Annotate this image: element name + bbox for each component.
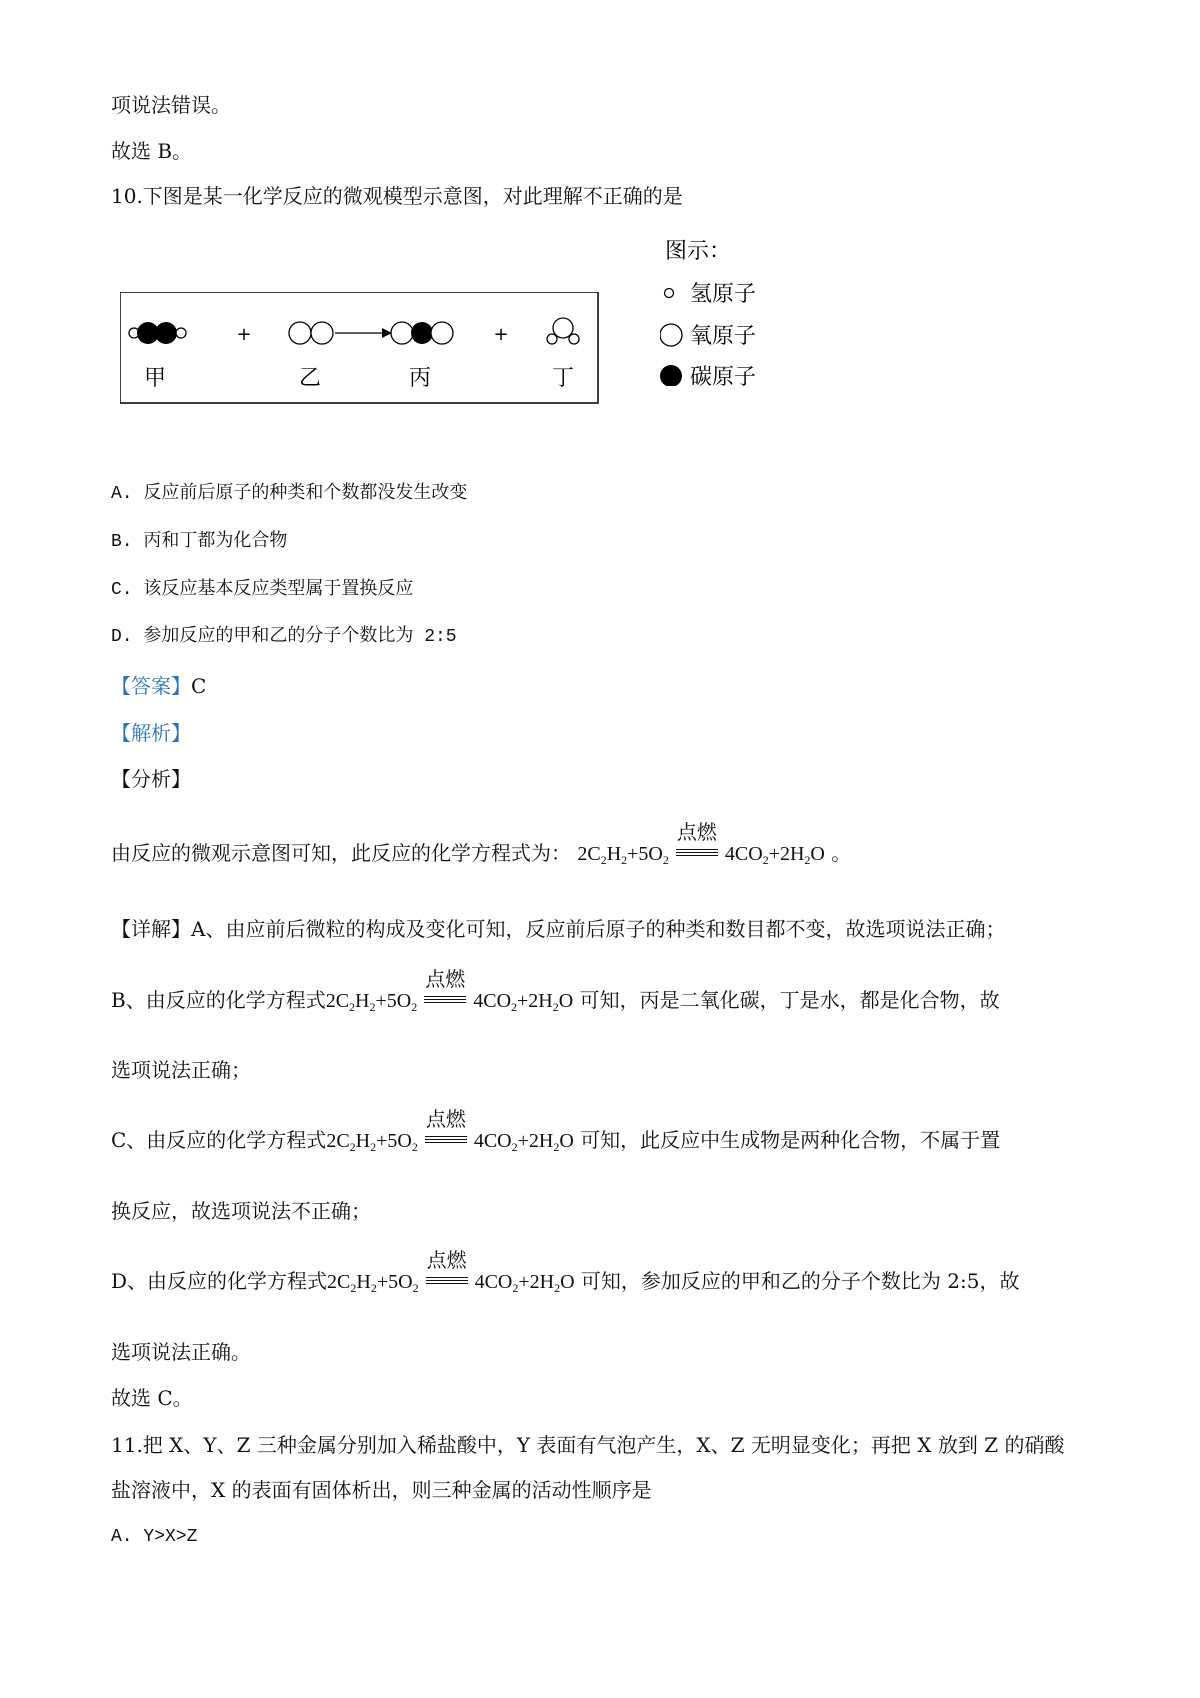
eq-part: +5O: [376, 1271, 413, 1293]
eq-sub: 2: [511, 1140, 518, 1154]
eq-sub: 2: [369, 1000, 376, 1014]
detail-b: [111, 969, 1000, 1020]
diagram-legend: [660, 236, 770, 386]
question-11: 11.把 X、Y、Z 三种金属分别加入稀盐酸中，Y 表面有气泡产生，X、Z 无明显变化；再把 X 放到 Z 的硝酸: [111, 1433, 1065, 1457]
reaction-condition-arrow: [674, 822, 720, 862]
answer-value: C: [191, 674, 207, 698]
reaction-diagram: [120, 292, 610, 422]
fenxi-tag: 【分析】: [111, 767, 191, 791]
eq-sub: 2: [411, 1000, 418, 1014]
chemical-equation: [325, 969, 574, 1020]
option-b: B. 丙和丁都为化合物: [111, 532, 288, 552]
eq-part: +5O: [375, 990, 412, 1012]
plus-sign: +: [493, 324, 509, 345]
eq-part: +5O: [627, 843, 663, 865]
detail-c-pre: C、由反应的化学方程式: [111, 1128, 327, 1152]
eq-part: O: [559, 1130, 574, 1152]
eq-part: 4CO: [473, 990, 512, 1012]
question-11-cont: 盐溶液中，X 的表面有固体析出，则三种金属的活动性顺序是: [111, 1478, 652, 1502]
jiexi-tag: 【解析】: [111, 721, 191, 745]
eq-part: +5O: [376, 1130, 412, 1152]
final-answer: 故选 C。: [111, 1386, 193, 1410]
detail-d-pre: D、由反应的化学方程式: [111, 1269, 328, 1293]
eq-sub: 2: [370, 1281, 377, 1295]
eq-sub: 2: [350, 1281, 357, 1295]
question-11-option-a: A. Y>X>Z: [111, 1527, 198, 1547]
oxygen-atom-icon: [660, 324, 682, 346]
equation-intro-line: [111, 822, 852, 873]
eq-sub: 2: [512, 1281, 519, 1295]
legend-oxygen: 氧原子: [690, 324, 757, 349]
eq-part: 4CO: [473, 1130, 512, 1152]
text-line: 项说法错误。: [111, 93, 231, 117]
detail-b-post: 可知，丙是二氧化碳，丁是水，都是化合物，故: [579, 988, 1000, 1012]
detail-d-post: 可知，参加反应的甲和乙的分子个数比为 2:5，故: [580, 1269, 1020, 1293]
eq-sub: 2: [511, 1000, 518, 1014]
eq-sub: 2: [349, 1140, 356, 1154]
eq-part: 2C: [577, 843, 601, 865]
eq-part: 4CO: [724, 843, 763, 865]
eq-part: 2C: [325, 990, 350, 1012]
chemical-equation: [577, 822, 825, 873]
reaction-condition: 点燃: [426, 1250, 467, 1272]
hydrogen-atom-icon: [665, 289, 674, 298]
label-yi: 乙: [298, 366, 322, 391]
question-10: 10.下图是某一化学反应的微观模型示意图，对此理解不正确的是: [111, 184, 683, 208]
eq-sub: 2: [554, 1281, 561, 1295]
option-d: D. 参加反应的甲和乙的分子个数比为 2:5: [111, 627, 457, 647]
eq-sub: 2: [552, 1000, 559, 1014]
option-a: A. 反应前后原子的种类和个数都没发生改变: [111, 484, 468, 504]
eq-part: +2H: [518, 1271, 555, 1293]
eq-part: O: [558, 990, 574, 1012]
eq-part: O: [810, 843, 825, 865]
detail-a: 【详解】A、由应前后微粒的构成及变化可知，反应前后原子的种类和数目都不变，故选项说法正确；: [111, 917, 1006, 941]
detail-d-cont: 选项说法正确。: [111, 1340, 251, 1364]
label-ding: 丁: [551, 366, 575, 391]
eq-part: H: [356, 1271, 371, 1293]
diagram-frame: [120, 292, 598, 403]
eq-part: 2C: [326, 1130, 350, 1152]
detail-b-pre: B、由反应的化学方程式: [111, 988, 326, 1012]
option-c: C. 该反应基本反应类型属于置换反应: [111, 580, 414, 600]
detail-c-post: 可知，此反应中生成物是两种化合物，不属于置: [580, 1128, 1001, 1152]
reaction-condition-arrow: [422, 969, 468, 1009]
chemical-equation: [327, 1250, 575, 1301]
eq-sub: 2: [370, 1140, 377, 1154]
reaction-condition: 点燃: [676, 822, 717, 844]
legend-hydrogen: 氢原子: [690, 282, 757, 307]
equation-intro: 由反应的微观示意图可知，此反应的化学方程式为：: [111, 841, 571, 865]
plus-sign: +: [236, 324, 252, 345]
eq-sub: 2: [349, 1000, 356, 1014]
eq-sub: 2: [621, 853, 628, 867]
reaction-condition: 点燃: [425, 969, 466, 991]
detail-d: [111, 1250, 1020, 1301]
eq-part: H: [606, 843, 622, 865]
eq-part: 2C: [327, 1271, 351, 1293]
eq-part: +2H: [768, 843, 805, 865]
eq-sub: 2: [412, 1281, 419, 1295]
eq-sub: 2: [762, 853, 769, 867]
eq-part: H: [355, 990, 370, 1012]
label-jia: 甲: [143, 366, 167, 391]
eq-part: O: [560, 1271, 575, 1293]
molecule-bing: [391, 322, 453, 344]
eq-part: +2H: [517, 990, 553, 1012]
text-line: 故选 B。: [111, 139, 193, 163]
detail-c: [111, 1109, 1001, 1160]
legend-title: 图示：: [665, 239, 732, 264]
detail-b-cont: 选项说法正确；: [111, 1058, 251, 1082]
carbon-atom-icon: [660, 365, 682, 386]
eq-sub: 2: [662, 853, 669, 867]
eq-sub: 2: [411, 1140, 418, 1154]
answer-tag: 【答案】: [111, 674, 191, 698]
eq-sub: 2: [804, 853, 811, 867]
detail-c-cont: 换反应，故选项说法不正确；: [111, 1199, 371, 1223]
answer-line: [111, 673, 206, 699]
equation-tail: 。: [831, 841, 852, 865]
chemical-equation: [326, 1109, 574, 1160]
legend-carbon: 碳原子: [690, 365, 757, 386]
reaction-condition-arrow: [423, 1109, 469, 1149]
reaction-condition: 点燃: [425, 1109, 466, 1131]
reaction-condition-arrow: [424, 1250, 470, 1290]
eq-part: 4CO: [474, 1271, 513, 1293]
eq-sub: 2: [553, 1140, 560, 1154]
eq-part: H: [355, 1130, 371, 1152]
eq-sub: 2: [600, 853, 607, 867]
label-bing: 丙: [408, 366, 432, 391]
eq-part: +2H: [517, 1130, 554, 1152]
